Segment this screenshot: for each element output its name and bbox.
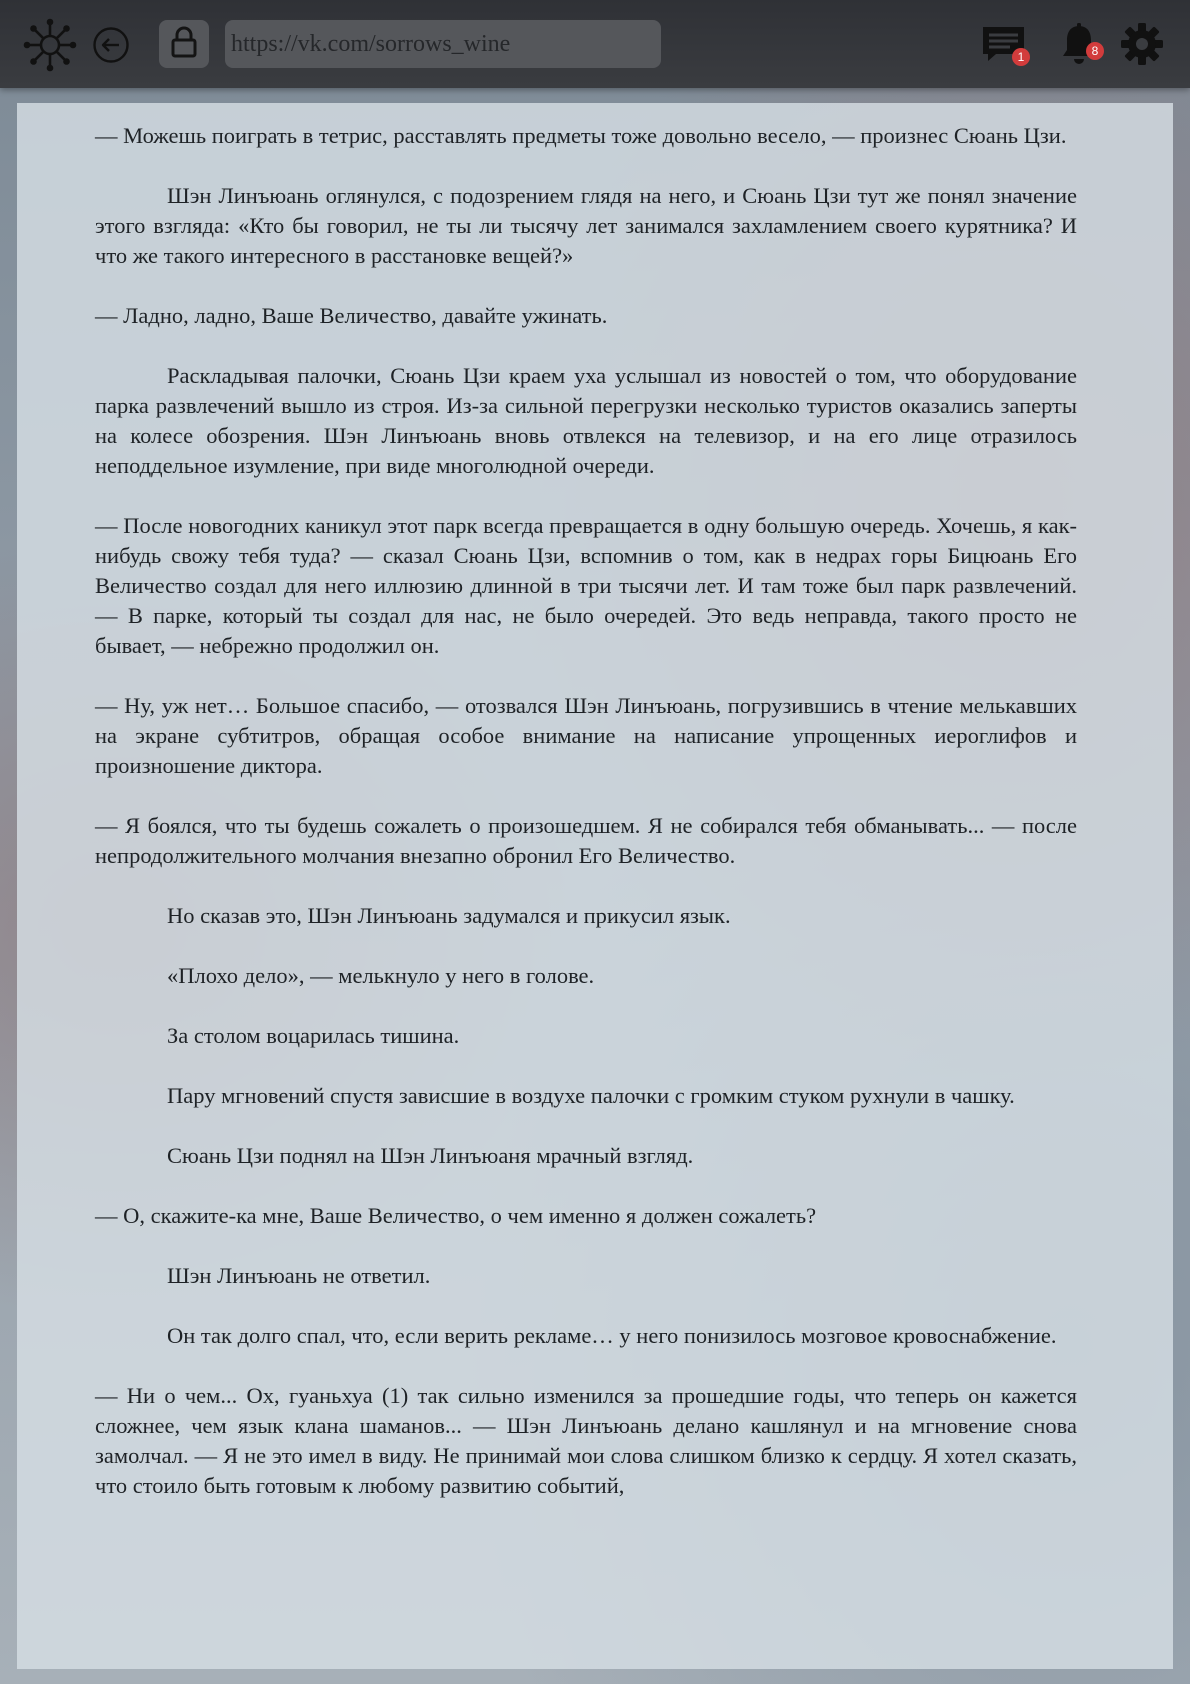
messages-badge: 1 <box>1012 48 1030 66</box>
url-text: https://vk.com/sorrows_wine <box>231 30 511 57</box>
paragraph: — Ну, уж нет… Большое спасибо, — отозвался Шэн Линъюань, погрузившись в чтение мелькавших на экране субтитров, обращая особое внимание на написание упрощенных иероглифов и произношение диктора. <box>95 693 1077 778</box>
paragraph: — Я боялся, что ты будешь сожалеть о произошедшем. Я не собирался тебя обманывать... — после непродолжительного молчания внезапно обронил Его Величество. <box>95 813 1077 868</box>
back-arrow-icon[interactable] <box>92 26 130 64</box>
paragraph: — Можешь поиграть в тетрис, расставлять предметы тоже довольно весело, — произнес Сюань Цзи. <box>95 123 1067 148</box>
paragraph: — Ни о чем... Ох, гуаньхуа (1) так сильно изменился за прошедшие годы, что теперь он кажется сложнее, чем язык клана шаманов... — Шэн Линъюань делано кашлянул и на мгновение снова замолчал. — Я не это имел в виду. Не принимай мои слова слишком близко к сердцу. Я хотел сказать, что стоило быть готовым к любому развитию событий, <box>95 1383 1077 1498</box>
lock-icon <box>169 26 199 63</box>
paragraph: — О, скажите-ка мне, Ваше Величество, о чем именно я должен сожалеть? <box>95 1203 817 1228</box>
paragraph: Шэн Линъюань оглянулся, с подозрением глядя на него, и Сюань Цзи тут же понял значение этого взгляда: «Кто бы говорил, не ты ли тысячу лет занимался захламлением своего курятника? И что же такого интересного в расстановке вещей?» <box>95 183 1077 268</box>
network-hub-icon[interactable] <box>22 17 78 73</box>
address-bar[interactable] <box>225 20 661 68</box>
paragraph: Он так долго спал, что, если верить рекламе… у него понизилось мозговое кровоснабжение. <box>167 1323 1057 1348</box>
article-text <box>95 121 1077 1531</box>
paragraph: Раскладывая палочки, Сюань Цзи краем уха услышал из новостей о том, что оборудование парка развлечений вышло из строя. Из-за сильной перегрузки несколько туристов оказались заперты на колесе обозрения. Шэн Линъюань вновь отвлекся на телевизор, и на его лице отразилось неподдельное изумление, при виде многолюдной очереди. <box>95 363 1077 478</box>
notifications-badge: 8 <box>1086 42 1104 60</box>
paragraph: Но сказав это, Шэн Линъюань задумался и прикусил язык. <box>167 903 731 928</box>
messages-button[interactable] <box>980 24 1028 64</box>
gear-icon <box>1120 53 1164 70</box>
browser-toolbar <box>0 0 1190 88</box>
paragraph: Пару мгновений спустя зависшие в воздухе палочки с громким стуком рухнули в чашку. <box>167 1083 1015 1108</box>
paragraph: «Плохо дело», — мелькнуло у него в голове. <box>167 963 595 988</box>
paragraph: — Ладно, ладно, Ваше Величество, давайте ужинать. <box>95 303 608 328</box>
paragraph: За столом воцарилась тишина. <box>167 1023 460 1048</box>
paragraph: — После новогодних каникул этот парк всегда превращается в одну большую очередь. Хочешь, я как-нибудь свожу тебя туда? — сказал Сюань Цзи, вспомнив о том, как в недрах горы Бицюань Его Величество создал для него иллюзию длинной в три тысячи лет. И там тоже был парк развлечений. — В парке, который ты создал для нас, не было очередей. Это ведь неправда, такого просто не бывает, — небрежно продолжил он. <box>95 513 1077 658</box>
lock-button[interactable] <box>159 20 209 68</box>
settings-button[interactable] <box>1120 22 1164 66</box>
paragraph: Сюань Цзи поднял на Шэн Линъюаня мрачный взгляд. <box>167 1143 694 1168</box>
article-panel <box>17 103 1173 1669</box>
notifications-button[interactable] <box>1058 22 1100 66</box>
paragraph: Шэн Линъюань не ответил. <box>167 1263 431 1288</box>
